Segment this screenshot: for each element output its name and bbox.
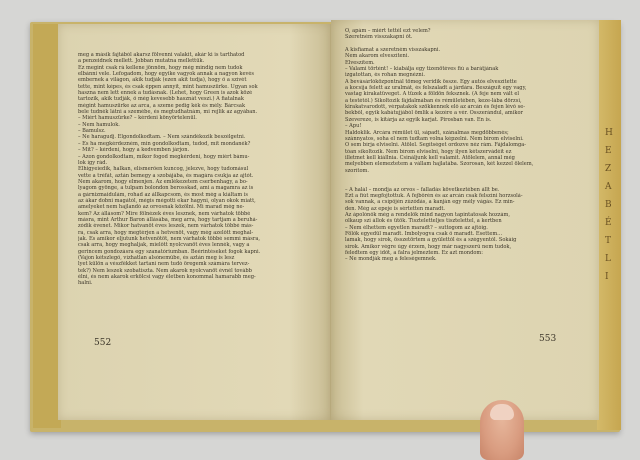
- text-line: Szevereze, is kitárja az egyik karjat. Pirosban van. Én is.: [345, 116, 492, 123]
- text-line: izgatottan, és rohan megnézni.: [345, 72, 425, 79]
- text-line: – És ha megkérdezném, min gondolkodtam, tudod, mit mondanék?: [78, 140, 251, 147]
- spine-letter: A: [605, 182, 612, 192]
- text-line: – Nem hamulok.: [78, 121, 120, 128]
- spine-letter: I: [605, 272, 609, 282]
- text-line: Haldoklik. Arcára rémület ül, sápadt, szánalmas megdöbbenés;: [345, 129, 509, 136]
- left-page-text: [78, 52, 316, 287]
- text-line: Elhigyeiedik, halkan, elismerően kuncog, jelezve, hogy tudomásul: [78, 166, 249, 173]
- text-line: – Ne haragudj. Elgondolkodtam. – Nem szándékozik beszélgetni.: [78, 134, 246, 141]
- text-line: feledtem egy időt, a falra jelmeztem. Ez azt mondom:: [345, 250, 483, 257]
- text-line: sok vannak, a csípőjén zúzódás, a kanján egy mély vágás. Ez min-: [345, 199, 515, 206]
- text-line: meg a másik fajtából akarsz fölvenni valakit, akár ki is tarthatod: [78, 52, 245, 58]
- text-line: lamak, hogy sírok, összetörtem a gyűlettől és a szégyentől. Sokáig: [345, 237, 517, 244]
- text-line: jak. És amikor eljutunk hetvenötöt, nem várhatok többé semmi másra,: [78, 235, 261, 242]
- text-line: Ez megint csak rá kellene jönnöm, hogy még mindig nem tudok: [78, 64, 243, 71]
- text-line: Nem akarom, hogy elmenjen. Az emlékezetem cserbenhagy, a bo-: [78, 178, 248, 185]
- text-line: lyet külön a vészfékket tartani nem tudó öregemk számára tervez-: [78, 261, 250, 268]
- text-line: kirakatvarodott, vérpatakok szökkennek elő az arcán és fejen lévő se-: [345, 104, 525, 111]
- text-line: bekből, egyik kabátujjából ömlik a kezére a vér. Összerándul, amikor: [345, 110, 523, 117]
- text-line: szorítom.: [345, 167, 369, 174]
- text-line: Az ápolónők még a rendelők mind nagyon tapintatosak hozzám,: [345, 211, 510, 218]
- text-line: – Miért hamuszürke? – kérdeni könyörtelenül.: [78, 115, 197, 122]
- cover-edge-left: [33, 24, 61, 428]
- text-line: Elveszítem.: [345, 59, 375, 66]
- text-line: az ákar dobni magától, mégis mégotti ekar hagyni, olyan okok miatt,: [78, 197, 256, 204]
- text-line: – Apu!: [345, 123, 362, 130]
- text-line: másra, mint Arthur Baron állásába, meg arra, hogy tartjam a beruhá-: [78, 216, 258, 223]
- text-line: a gárnizmaidulám, rohad az állkapcsom, és most még a kiáltam is: [78, 191, 249, 198]
- text-line: – Ne mondják meg a feleségemnek.: [345, 256, 437, 263]
- spine-letter: É: [605, 218, 612, 228]
- spine-letter: L: [605, 254, 611, 264]
- text-line: den. Még az epeje is sértetten maradt.: [345, 205, 446, 212]
- text-line: vastag kirakatüveget. A tüzek a földön feksznek. (A feje nem vált el: [345, 91, 519, 98]
- text-line: (Vajon kétszlegő, vízhatlan alsóneműbe, és aztán meg is lesz: [78, 255, 235, 261]
- text-line: a penzeidnek mellett. Jobban mutatna mellettük.: [78, 58, 205, 65]
- text-line: Fölők egyedül maradt. Imbolyogva csak ő maradt. Ésettem…: [345, 231, 503, 237]
- spine-letter: E: [605, 146, 612, 156]
- text-line: – Bamulsz.: [78, 128, 106, 135]
- text-line: Szeretném visszakapni őt.: [345, 34, 413, 41]
- thumbnail-nail: [490, 404, 514, 420]
- text-line: haszna nem lett ennek a tudásnak. (Lehet, hogy Green is azok közé: [78, 90, 253, 97]
- text-line: olkaup szi állok és ütök. Tiszteletteljes tisztelettel, a kertben: [345, 218, 502, 225]
- cover-edge-right: [597, 20, 621, 430]
- spine-letter: H: [605, 128, 613, 138]
- text-line: – Nem élhettem egyetlen maradt? – suttogom az ajtóig.: [345, 224, 488, 231]
- text-line: lyagom gyönge, a tulpam bolondon berosskad, ami a magamra az is: [78, 185, 254, 192]
- text-line: illetmet kell kiállnia. Csináljunk kell valamit. Átölelem, annál még: [345, 154, 515, 161]
- text-line: – Azon gondolkodtam, mikor fogod megkérdeni, hogy miért bámu-: [78, 153, 250, 160]
- text-line: zódik évenet. Mikor hatvanöt éves leszek, nem várhatok többé más-: [78, 223, 254, 230]
- text-line: tette, mint képes, és csak éppen annyit, mint hamuszürke. Ugyan sok: [78, 83, 258, 90]
- left-page-number: 552: [94, 338, 112, 348]
- spine-letter: Z: [605, 164, 612, 174]
- text-line: tek?) Nem leszek szobatiszta. Nem akarok nyolcvanöt évnél tovább: [78, 267, 252, 274]
- text-line: – Valami történt! – kiabálja egy tizenötéves fiú a barátjának: [345, 66, 499, 73]
- right-page-text: [345, 28, 583, 263]
- text-line: bele tudnék látni a szemébe, és megtudhatnám, mi rejlik az agyában.: [78, 109, 258, 116]
- text-line: gerincem gondozásra egy szanatóriumban. Beérintéseket fogok kapni.: [78, 248, 261, 255]
- text-line: lok így rád.: [78, 159, 108, 166]
- text-line: amelyeket nem hajlandó az orvosnak közölni. Mi marad még ne-: [78, 204, 245, 211]
- text-line: mégint hamuszürke az arca, a szeme pedig kék és mély. Bárcsak: [78, 102, 246, 109]
- text-line: halni.: [78, 280, 93, 287]
- text-line: Ó, apám – miért tettél ezt velem?: [345, 28, 431, 34]
- text-line: elbánni vele. Lefogadom, hogy egyike vagyok annak a nagyon kevés: [78, 71, 255, 78]
- text-line: vette a tréfát, aztán bemegy a szobájába, és magára csukja az ajtót.: [78, 172, 254, 179]
- text-line: a testétől.) Sikoltozik fájdalmában és rémületében, keze-lába dörzsi,: [345, 97, 522, 104]
- text-line: élni, és nem akarok erkölcsi vagy életben konommal hamarabb meg-: [78, 274, 256, 281]
- spine-letter: T: [605, 236, 612, 246]
- text-line: tartozik, akik tudják, ő még kevesebb hasznát veszi.) A fiatalnak: [78, 96, 244, 103]
- left-page: [58, 24, 331, 420]
- text-line: Ezt a fiút megfojtottuk. A fejbőrén és az arcán csak felszíni horzsolá-: [345, 192, 523, 199]
- right-page-number: 553: [539, 334, 557, 344]
- text-line: A bevásárlóközpontnál tömeg veridik össze. Egy autós elveszítette: [345, 78, 517, 85]
- text-line: Nem akarom elveszíteni.: [345, 53, 410, 60]
- text-line: kem? Az állásom? Mire fölnézek éves lesznek, nem várhatok többé: [78, 210, 251, 217]
- text-line: tóan sikoltozik. Nem bírom elviselni, hogy ilyen kétszervádéit ez: [345, 148, 512, 155]
- text-line: melyebben elemeztetem a vállam hajlatába. Szorosan, két kezzel ölelem,: [345, 161, 534, 168]
- text-line: Ő sem bírja elviselni. Átölel. Segítséget ordozve néz rám. Fájdalomga-: [345, 142, 527, 149]
- text-line: csak arra, hogy meghaljak, mielőtt nyolcvanöt éves lennék, vagy a: [78, 242, 250, 249]
- text-line: szánnyatos, soha el nem tudtam volna képzelni. Nem bírom elviselni.: [345, 135, 524, 142]
- text-line: – Mit? – kérdeni, hogy a kedvemben járjon.: [78, 147, 190, 154]
- right-page: [331, 20, 599, 420]
- text-line: a kocsija felett az uralmát, és felszaladt a járdára. Beszáguit egy vagy,: [345, 85, 527, 92]
- text-line: embernek a világon, akik tudják (ezen akit tudja), hogy ő a szívét: [78, 77, 247, 84]
- spine-letter: B: [605, 200, 612, 210]
- text-line: ra, csak arra, hogy megtérjen a hetvenöt, vagy még azelőtt meghal-: [78, 229, 254, 236]
- text-line: A kisfiamat a szeretném visszakapni.: [345, 47, 441, 54]
- text-line: sírok. Amikor végre úgy érzem, hogy már nagyszerű nem tudok,: [345, 243, 512, 250]
- text-line: – A halál – mondja az orvos – falladás következtében állt be.: [345, 186, 500, 193]
